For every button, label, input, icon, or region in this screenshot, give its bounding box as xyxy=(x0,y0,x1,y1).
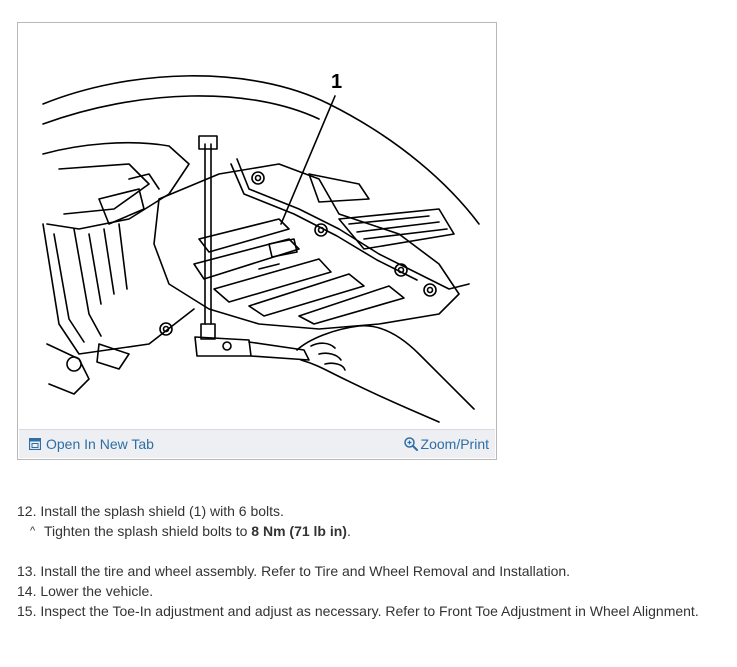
torque-value: 8 Nm (71 lb in) xyxy=(251,523,347,539)
caret-marker: ^ xyxy=(30,525,36,537)
new-tab-icon xyxy=(29,438,41,450)
zoom-print-label: Zoom/Print xyxy=(420,436,489,452)
zoom-print-link[interactable] xyxy=(404,436,489,452)
procedure-steps xyxy=(17,501,732,621)
step-13: 13. Install the tire and wheel assembly. Refer to Tire and Wheel Removal and Installation. xyxy=(17,563,571,579)
splash-shield-illustration[interactable] xyxy=(19,24,495,430)
substep-suffix: . xyxy=(346,523,351,539)
step-12-substep xyxy=(17,521,732,541)
zoom-icon xyxy=(404,437,418,451)
open-in-new-tab-label: Open In New Tab xyxy=(46,436,154,452)
callout-label: 1 xyxy=(331,71,343,93)
figure-toolbar xyxy=(19,429,495,458)
substep-text: Tighten the splash shield bolts to xyxy=(44,523,252,539)
step-15: 15. Inspect the Toe-In adjustment and adjust as necessary. Refer to Front Toe Adjustment in Wheel Alignment. xyxy=(17,603,699,619)
step-12: 12. Install the splash shield (1) with 6 bolts. xyxy=(17,503,284,519)
figure-box xyxy=(17,22,497,460)
open-in-new-tab-link[interactable] xyxy=(29,436,154,452)
step-14: 14. Lower the vehicle. xyxy=(17,583,154,599)
